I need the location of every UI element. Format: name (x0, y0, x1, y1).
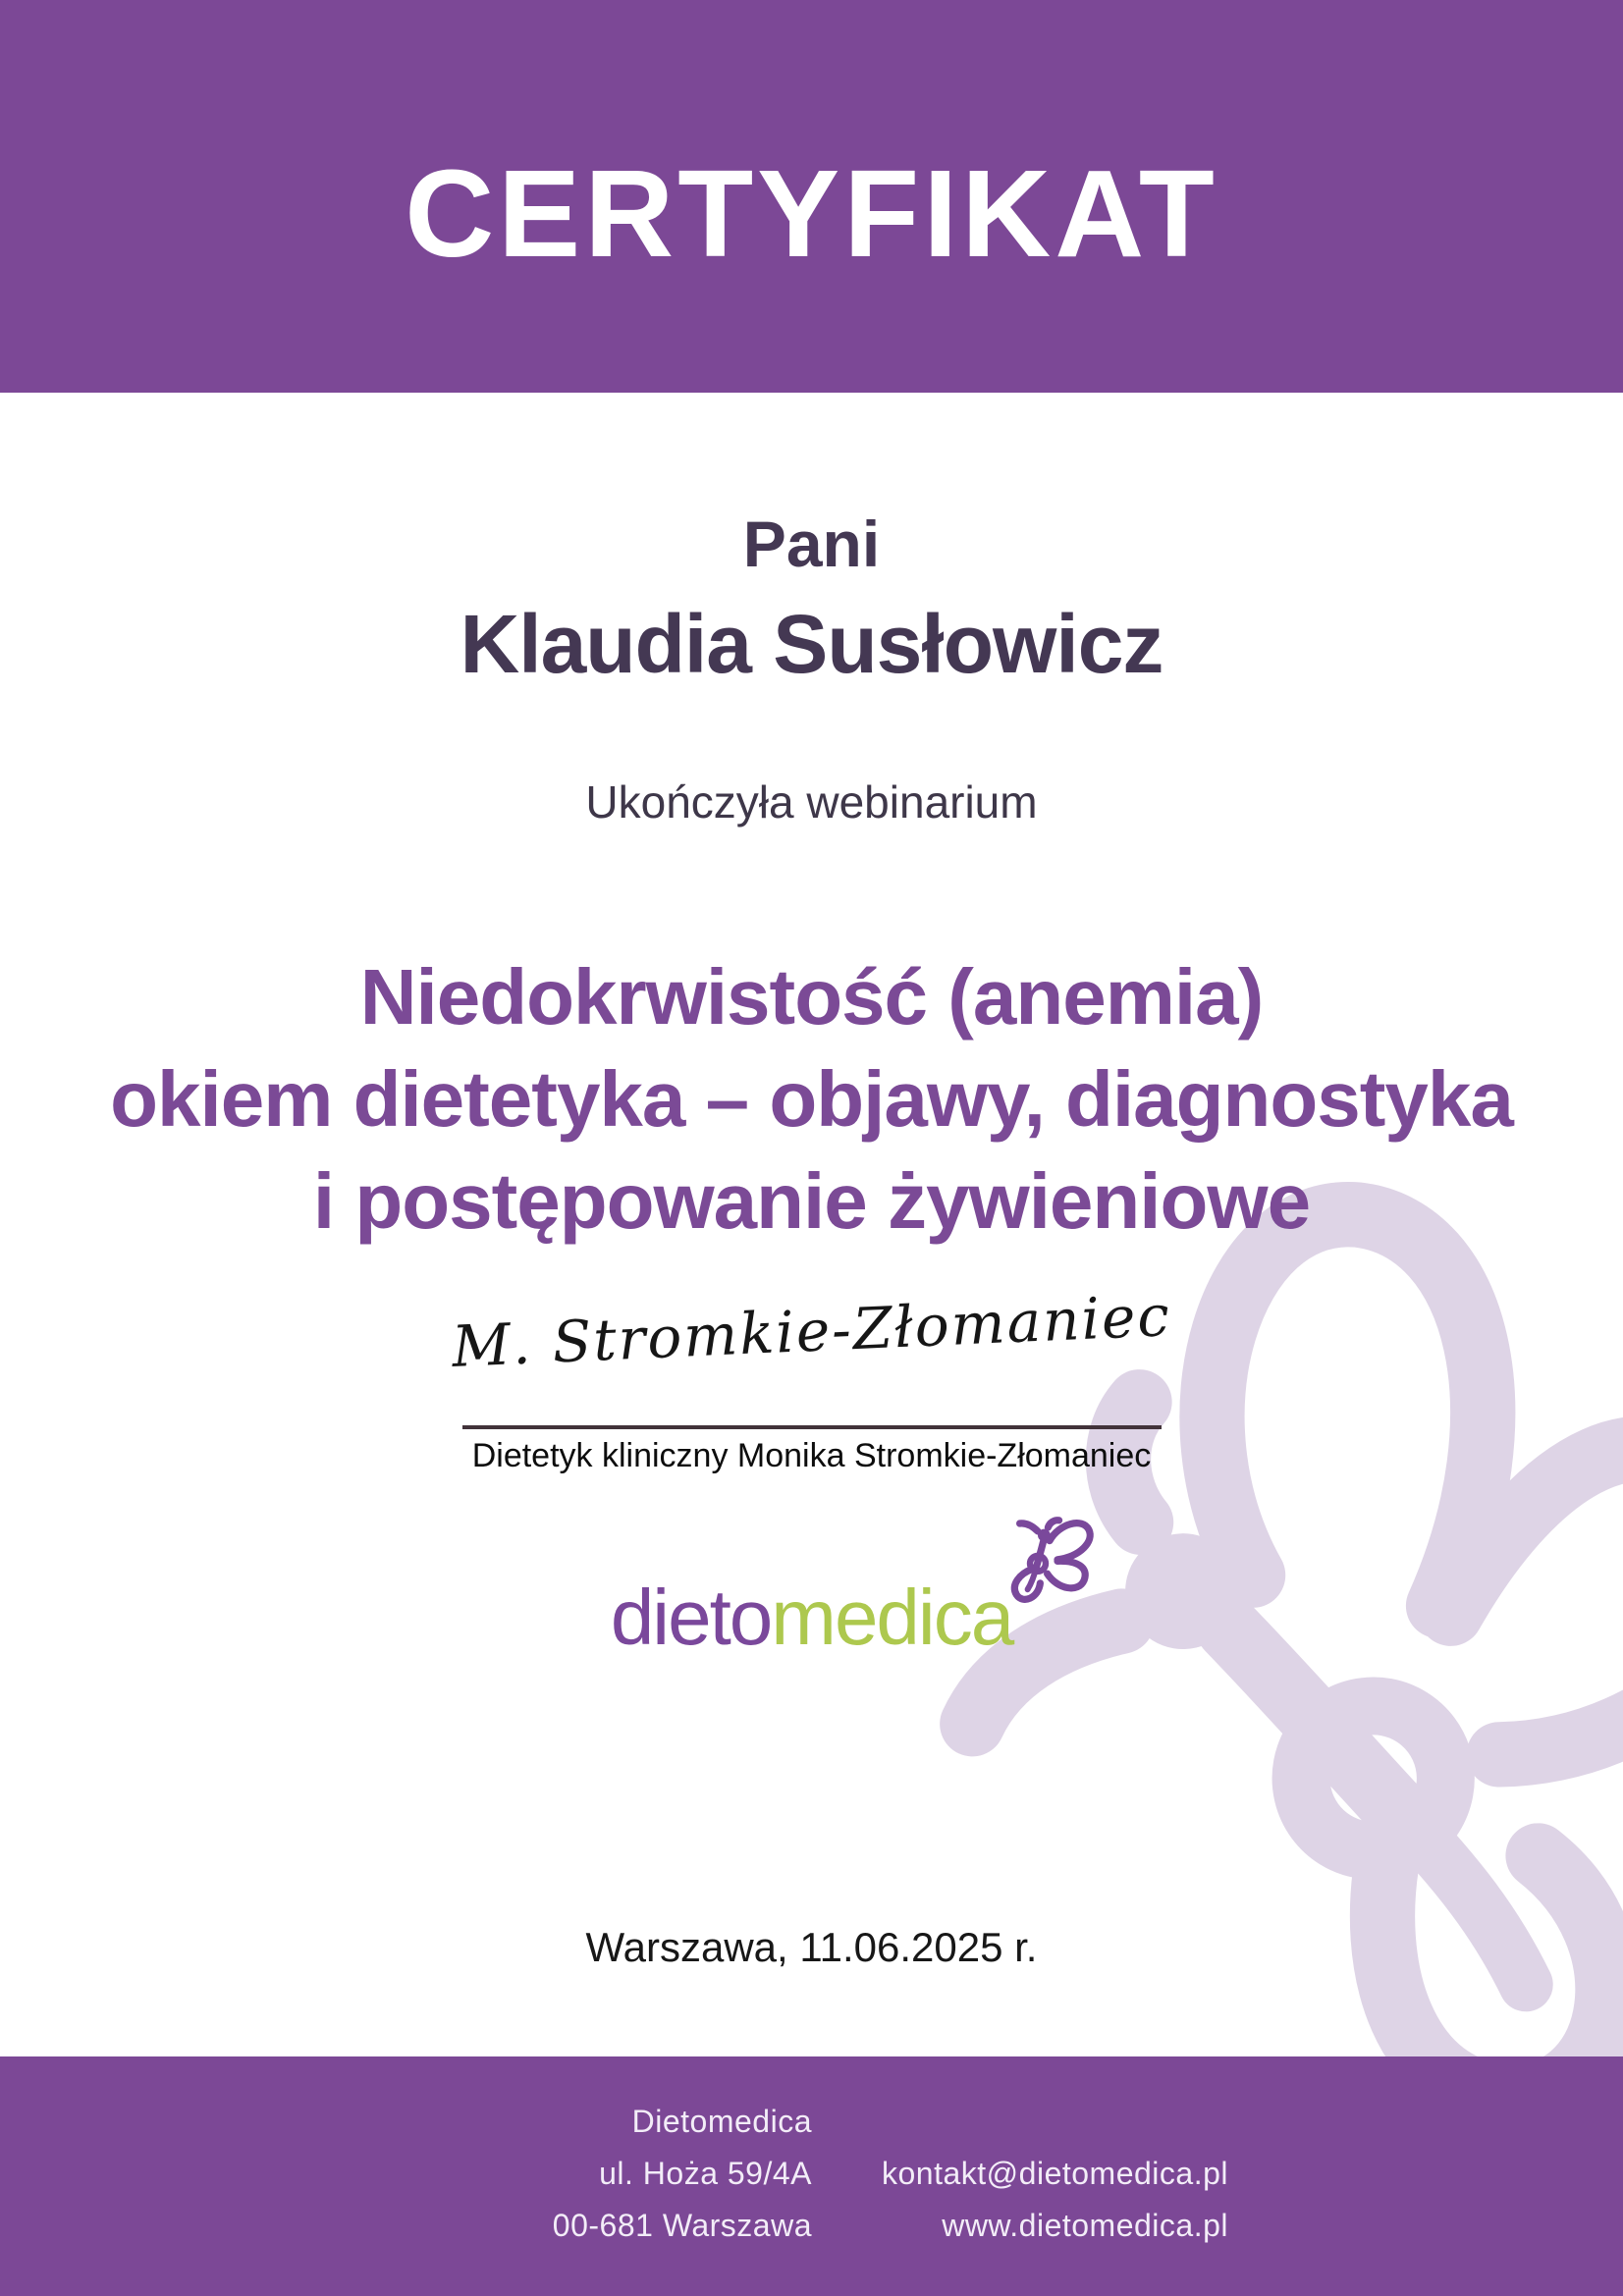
footer-company: Dietomedica (631, 2104, 812, 2139)
signature-caption: Dietetyk kliniczny Monika Stromkie-Złomaniec (471, 1437, 1152, 1474)
footer-address-line1: ul. Hoża 59/4A (599, 2156, 812, 2191)
signature-handwriting: M. Stromkie-Złomaniec (450, 1282, 1173, 1380)
certificate-title: CERTYFIKAT (405, 143, 1218, 283)
course-title-line-3: i postępowanie żywieniowe (312, 1157, 1311, 1245)
footer-band (0, 2056, 1623, 2296)
course-title-line-1: Niedokrwistość (anemia) (359, 953, 1264, 1041)
footer-address-column (553, 2096, 812, 2252)
completion-lead: Ukończyła webinarium (585, 776, 1038, 828)
butterfly-icon (1002, 1516, 1097, 1610)
footer-contact-column (882, 2148, 1228, 2252)
footer-address-line2: 00-681 Warszawa (552, 2208, 812, 2243)
dietomedica-logo (0, 1575, 1623, 1661)
recipient-salutation: Pani (742, 507, 881, 580)
date-line: Warszawa, 11.06.2025 r. (585, 1924, 1038, 1970)
header-band (0, 0, 1623, 393)
course-title (0, 946, 1623, 1253)
signature-underline (462, 1425, 1162, 1429)
logo-text-medica: medica (771, 1574, 1013, 1661)
recipient-name: Klaudia Susłowicz (460, 598, 1163, 690)
course-title-line-2: okiem dietetyka – objawy, diagnostyka (110, 1055, 1513, 1143)
footer-website: www.dietomedica.pl (942, 2208, 1228, 2243)
logo-text-dieto: dieto (610, 1574, 772, 1661)
logo-wordmark (611, 1575, 1012, 1661)
footer-email: kontakt@dietomedica.pl (882, 2156, 1228, 2191)
